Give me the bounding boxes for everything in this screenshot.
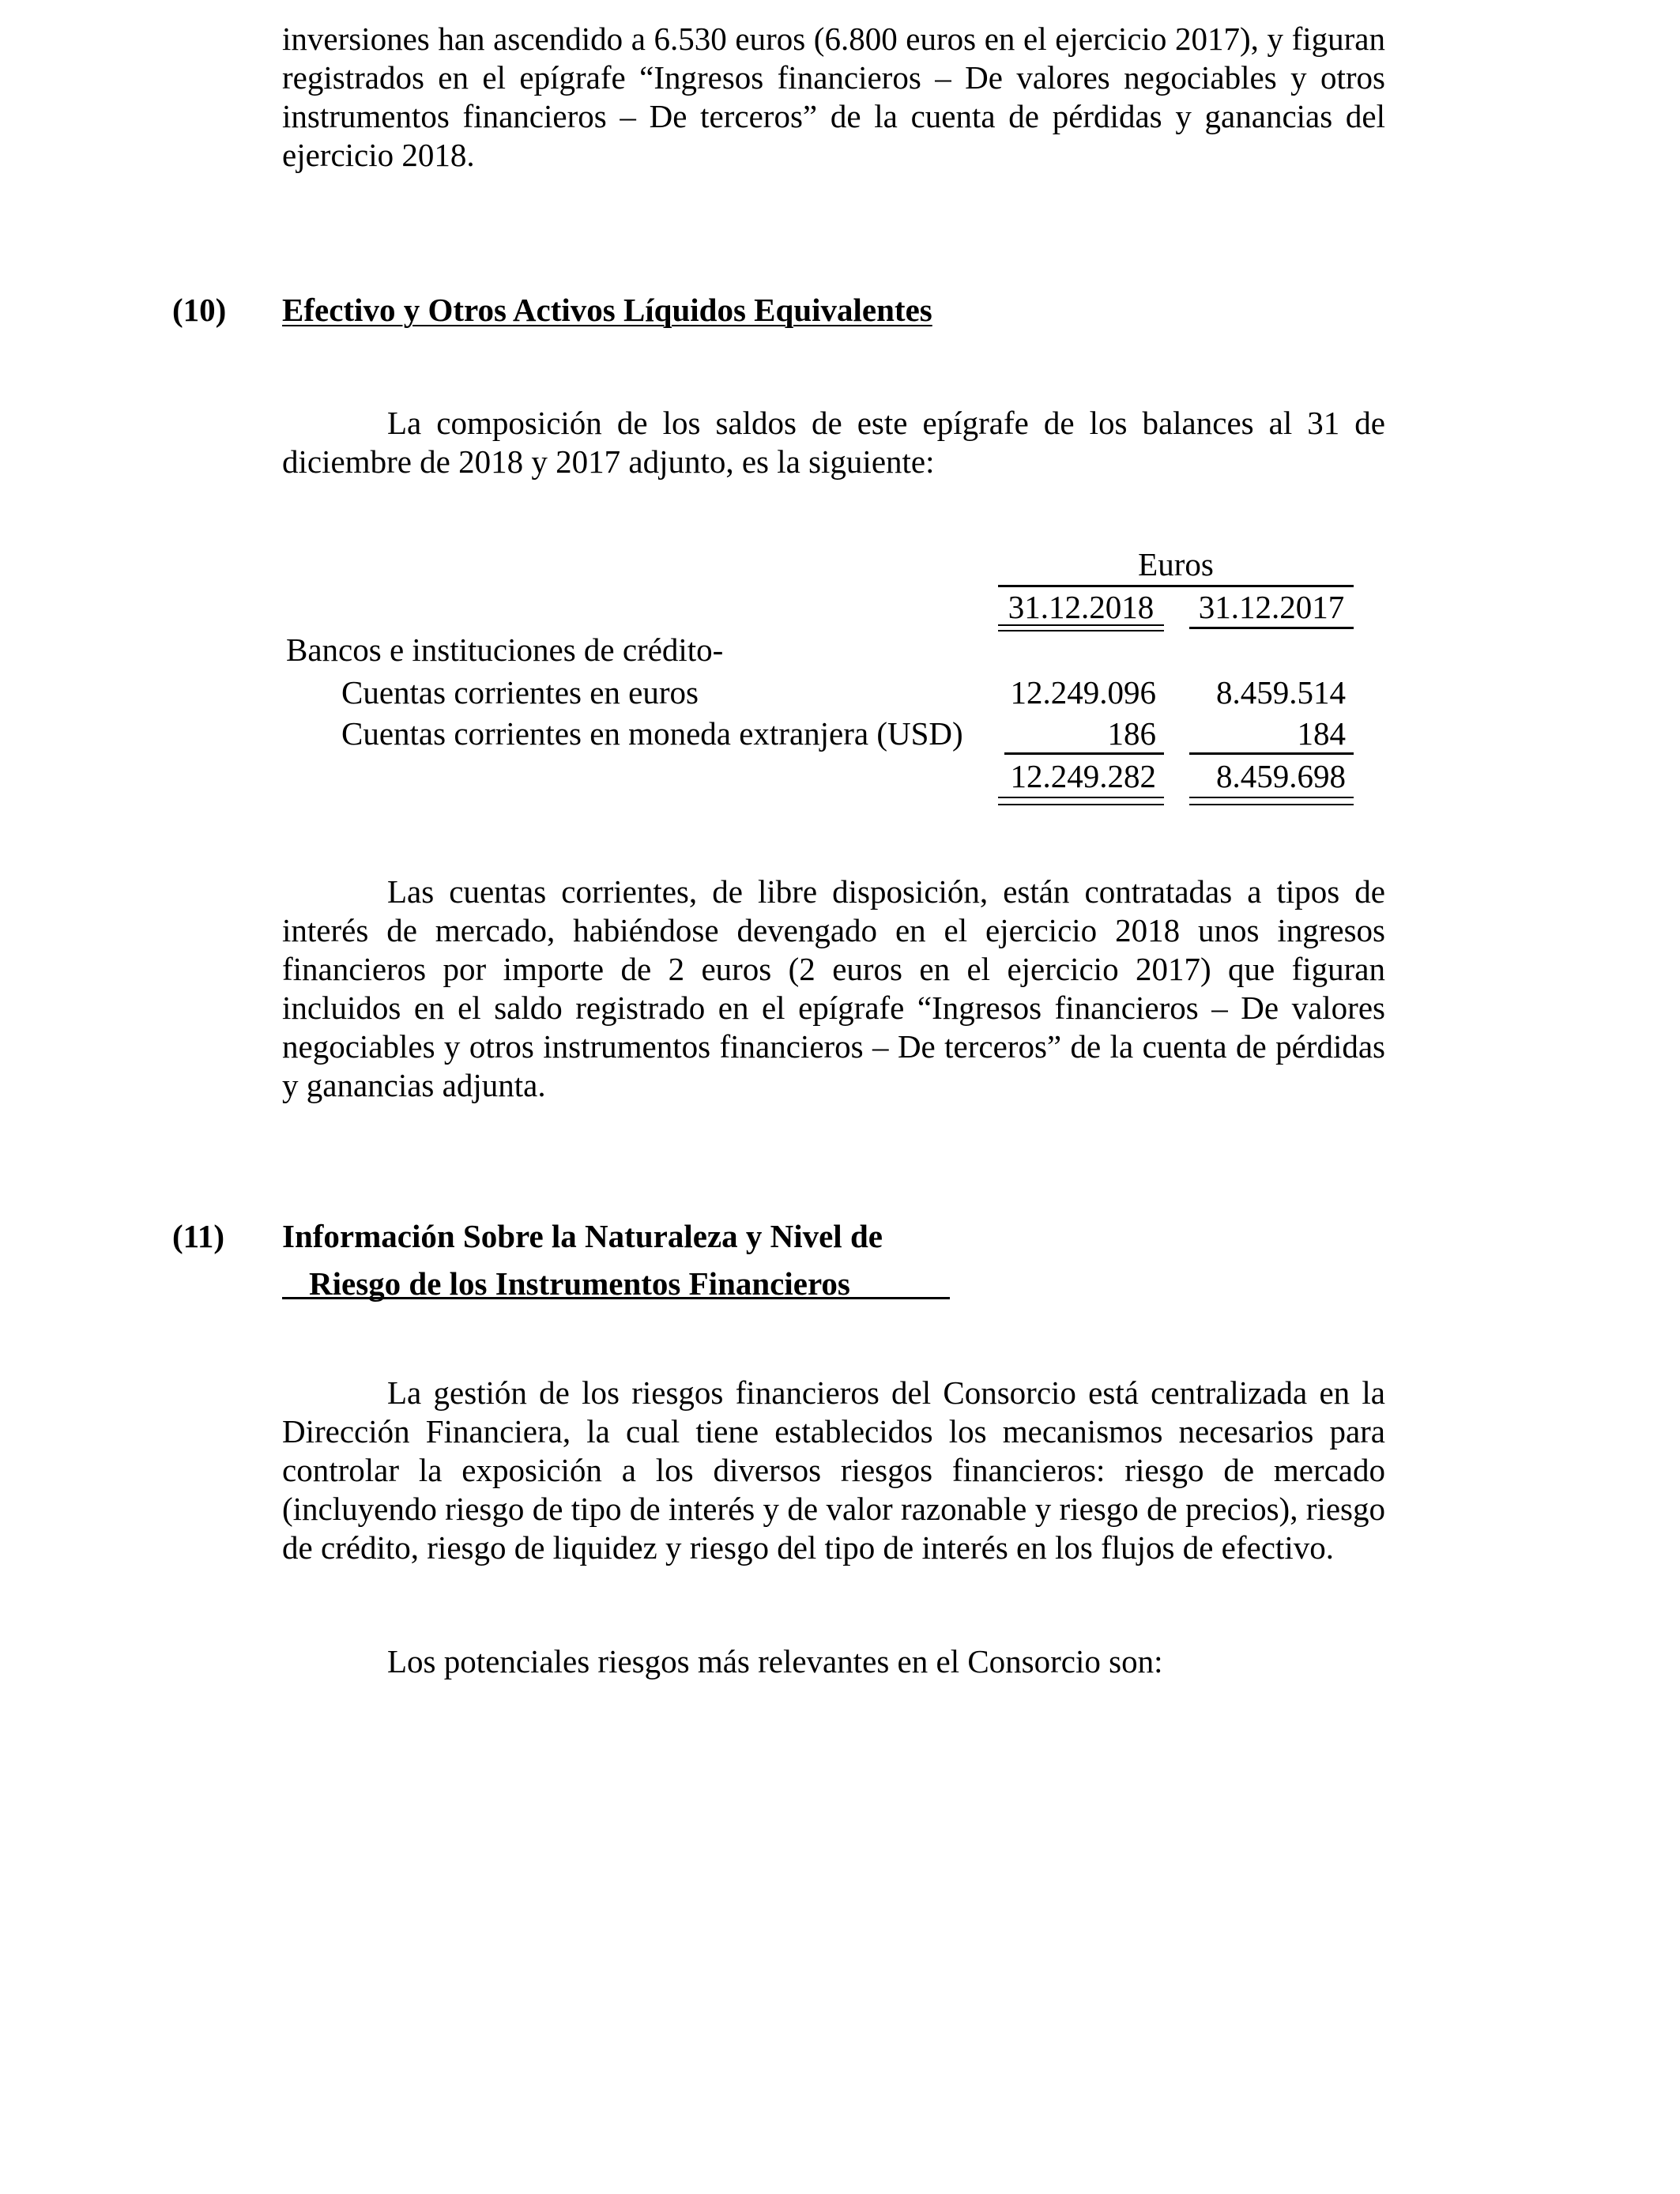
section-10-number: (10) — [172, 292, 227, 328]
section-11-title-line1: Información Sobre la Naturaleza y Nivel de — [282, 1218, 883, 1254]
table-row-label: Cuentas corrientes en euros — [341, 674, 699, 711]
table-cell-2018: 12.249.096 — [1010, 674, 1156, 711]
intro-paragraph: inversiones han ascendido a 6.530 euros (6.800 euros en el ejercicio 2017), y figuran registrados en el epígrafe “Ingresos financieros – De valores negociables y otros instrumentos financieros – De terceros” de la cuenta de pérdidas y ganancias del ejercicio 2018. — [282, 21, 1385, 173]
column-header-2018: 31.12.2018 — [1008, 589, 1155, 625]
table-cell-2017: 184 — [1297, 715, 1346, 752]
total-double-rule-2017-a — [1189, 797, 1354, 798]
column-header-2017: 31.12.2017 — [1198, 589, 1345, 625]
col-2018-header-rule-2 — [998, 630, 1164, 631]
section-11-paragraph-2: Los potenciales riesgos más relevantes en el Consorcio son: — [387, 1643, 1163, 1679]
total-double-rule-2018-b — [998, 804, 1164, 805]
table-total-2017: 8.459.698 — [1216, 758, 1346, 794]
table-group-label: Bancos e instituciones de crédito- — [286, 631, 724, 668]
section-10-intro: La composición de los saldos de este epígrafe de los balances al 31 de diciembre de 2018 y 2017 adjunto, es la siguiente: — [282, 405, 1385, 480]
table-total-2018: 12.249.282 — [1010, 758, 1156, 794]
table-row-label: Cuentas corrientes en moneda extranjera (USD) — [341, 715, 963, 752]
total-double-rule-2018-a — [998, 797, 1164, 798]
unit-header-rule — [998, 585, 1354, 587]
section-10-closing: Las cuentas corrientes, de libre disposición, están contratadas a tipos de interés de mercado, habiéndose devengado en el ejercicio 2018 unos ingresos financieros por importe de 2 euros (2 euros en el ejercicio 2017) que figuran incluidos en el saldo registrado en el epígrafe “Ingresos financieros – De valores negociables y otros instrumentos financieros – De terceros” de la cuenta de pérdidas y ganancias adjunta. — [282, 873, 1385, 1103]
section-10-title-text: Efectivo y Otros Activos Líquidos Equivalentes — [282, 292, 932, 328]
col-2018-header-rule-1 — [998, 624, 1164, 626]
subtotal-rule-2017 — [1189, 752, 1354, 755]
table-cell-2018: 186 — [1107, 715, 1156, 752]
section-11-number: (11) — [172, 1218, 225, 1254]
section-11-paragraph-1: La gestión de los riesgos financieros del Consorcio está centralizada en la Dirección Financiera, la cual tiene establecidos los mecanismos necesarios para controlar la exposición a los diversos riesgos financieros: riesgo de mercado (incluyendo riesgo de tipo de interés y de valor razonable y riesgo de precios), riesgo de crédito, riesgo de liquidez y riesgo del tipo de interés en los flujos de efectivo. — [282, 1374, 1385, 1566]
section-11-title-line2: Riesgo de los Instrumentos Financieros — [282, 1265, 950, 1299]
table-unit-header: Euros — [1138, 546, 1214, 582]
table-cell-2017: 8.459.514 — [1216, 674, 1346, 711]
subtotal-rule-2018 — [1004, 752, 1164, 755]
col-2017-header-rule — [1189, 627, 1354, 629]
total-double-rule-2017-b — [1189, 804, 1354, 805]
